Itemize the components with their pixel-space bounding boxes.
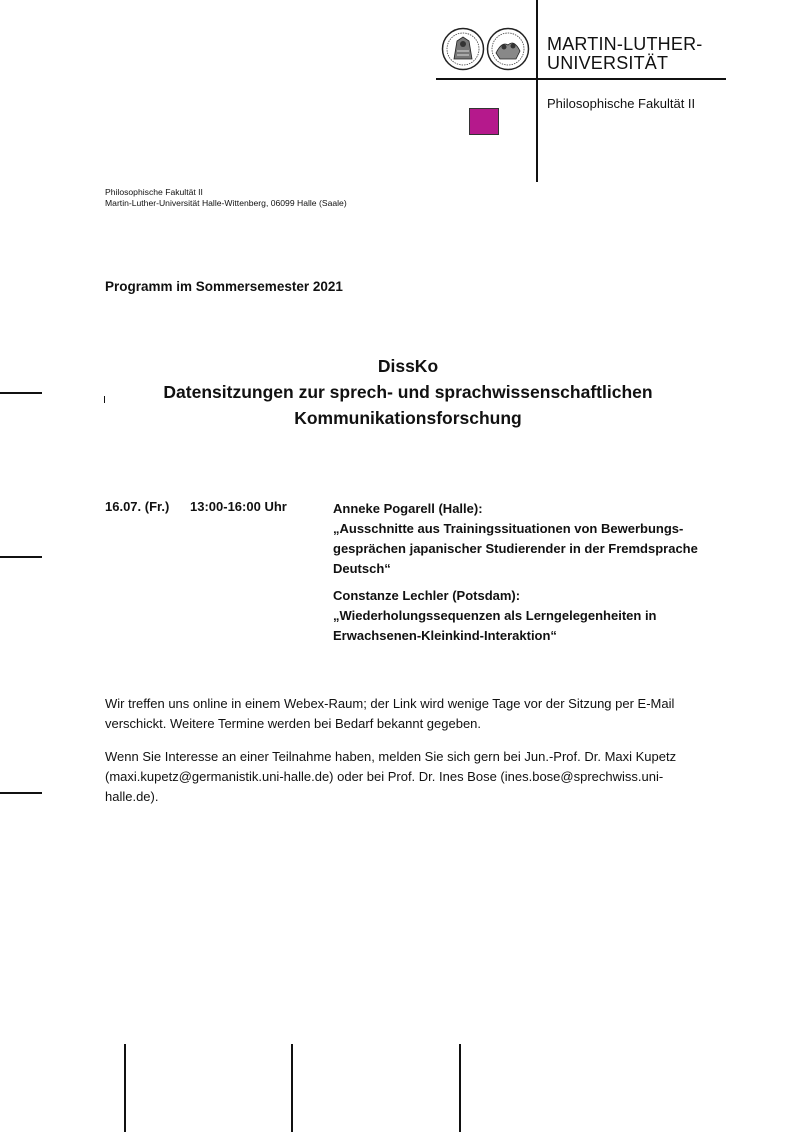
sender-address bbox=[105, 187, 347, 209]
university-name bbox=[547, 35, 702, 73]
footer-rule-2 bbox=[291, 1044, 293, 1132]
header-horizontal-rule bbox=[436, 78, 726, 80]
info-paragraph-contact bbox=[105, 747, 725, 807]
event-time: 13:00-16:00 Uhr bbox=[190, 499, 287, 514]
document-title bbox=[0, 353, 800, 431]
fold-mark-bottom bbox=[0, 792, 42, 794]
info-para1-line2: verschickt. Weitere Termine werden bei Bedarf bekannt gegeben. bbox=[105, 716, 482, 731]
talk-2-speaker: Constanze Lechler (Potsdam): bbox=[333, 588, 521, 603]
talk-1 bbox=[333, 499, 753, 579]
info-para2-line1: Wenn Sie Interesse an einer Teilnahme haben, melden Sie sich gern bei Jun.-Prof. Dr. Maxi Kupetz bbox=[105, 749, 677, 764]
info-paragraph-online bbox=[105, 694, 725, 734]
sender-line2: Martin-Luther-Universität Halle-Wittenberg, 06099 Halle (Saale) bbox=[105, 198, 347, 208]
info-para1-line1: Wir treffen uns online in einem Webex-Raum; der Link wird wenige Tage vor der Sitzung per E-Mail bbox=[105, 696, 675, 711]
talk-1-speaker: Anneke Pogarell (Halle): bbox=[333, 501, 483, 516]
title-line2: Datensitzungen zur sprech- und sprachwissenschaftlichen bbox=[163, 382, 653, 402]
talk-1-title-line1: „Ausschnitte aus Trainingssituationen von Bewerbungs- bbox=[333, 521, 684, 536]
footer-rule-1 bbox=[124, 1044, 126, 1132]
talk-1-title-line3: Deutsch“ bbox=[333, 561, 391, 576]
title-line3: Kommunikationsforschung bbox=[294, 408, 522, 428]
header-vertical-rule bbox=[536, 0, 538, 182]
university-name-line2: UNIVERSITÄT bbox=[547, 53, 669, 73]
fold-mark-middle bbox=[0, 556, 42, 558]
footer-rule-3 bbox=[459, 1044, 461, 1132]
university-name-line1: MARTIN-LUTHER- bbox=[547, 34, 703, 54]
talk-2 bbox=[333, 586, 753, 646]
title-line1: DissKo bbox=[377, 356, 439, 376]
faculty-name: Philosophische Fakultät II bbox=[547, 96, 696, 111]
sender-line1: Philosophische Fakultät II bbox=[105, 187, 203, 197]
talk-1-title-line2: gesprächen japanischer Studierender in der Fremdsprache bbox=[333, 541, 698, 556]
semester-heading: Programm im Sommersemester 2021 bbox=[105, 279, 343, 294]
event-date: 16.07. (Fr.) bbox=[105, 499, 170, 514]
university-seal-right-icon bbox=[486, 27, 530, 71]
faculty-color-square bbox=[469, 108, 499, 135]
talk-2-title-line1: „Wiederholungssequenzen als Lerngelegenheiten in bbox=[333, 608, 657, 623]
info-para2-line2: (maxi.kupetz@germanistik.uni-halle.de) oder bei Prof. Dr. Ines Bose (ines.bose@sprechwiss.uni- bbox=[105, 769, 664, 784]
talk-2-title-line2: Erwachsenen-Kleinkind-Interaktion“ bbox=[333, 628, 557, 643]
university-seal-left-icon bbox=[441, 27, 485, 71]
info-para2-line3: halle.de). bbox=[105, 789, 159, 804]
